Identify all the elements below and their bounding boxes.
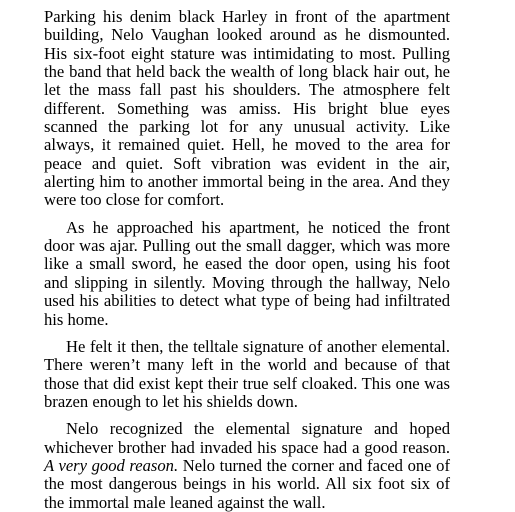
paragraph-1: Parking his denim black Harley in front of the apartment building, Nelo Vaughan looked around as he dismounted. His six-foot eight stature was intimidating to most. Pulling the band that held back the wealth of long black hair out, he let the mass fall past his shoulders. The atmosphere felt different. Something was amiss. His bright blue eyes scanned the parking lot for any unusual activity. Like always, it remained quiet. Hell, he moved to the area for peace and quiet. Soft vibration was evident in the air, alerting him to another immortal being in the area. And they were too close for comfort.	[44, 7, 450, 210]
paragraph-4-text-end: Nelo turned the corner and faced one of the most dangerous beings in his world. All six foot six of the immortal male leaned against the wall.	[44, 455, 450, 512]
paragraph-4	[44, 420, 450, 512]
document-page	[44, 8, 450, 512]
paragraph-4-emphasis: A very good reason.	[44, 455, 179, 475]
paragraph-4-text-start: Nelo recognized the elemental signature and hoped whichever brother had invaded his space had a good reason.	[44, 419, 450, 457]
paragraph-3: He felt it then, the telltale signature of another elemental. There weren’t many left in the world and because of that those that did exist kept their true self cloaked. This one was brazen enough to let his shields down.	[44, 336, 450, 411]
paragraph-2: As he approached his apartment, he noticed the front door was ajar. Pulling out the small dagger, which was more like a small sword, he eased the door open, using his foot and slipping in silently. Moving through the hallway, Nelo used his abilities to detect what type of being had infiltrated his home.	[44, 217, 450, 329]
